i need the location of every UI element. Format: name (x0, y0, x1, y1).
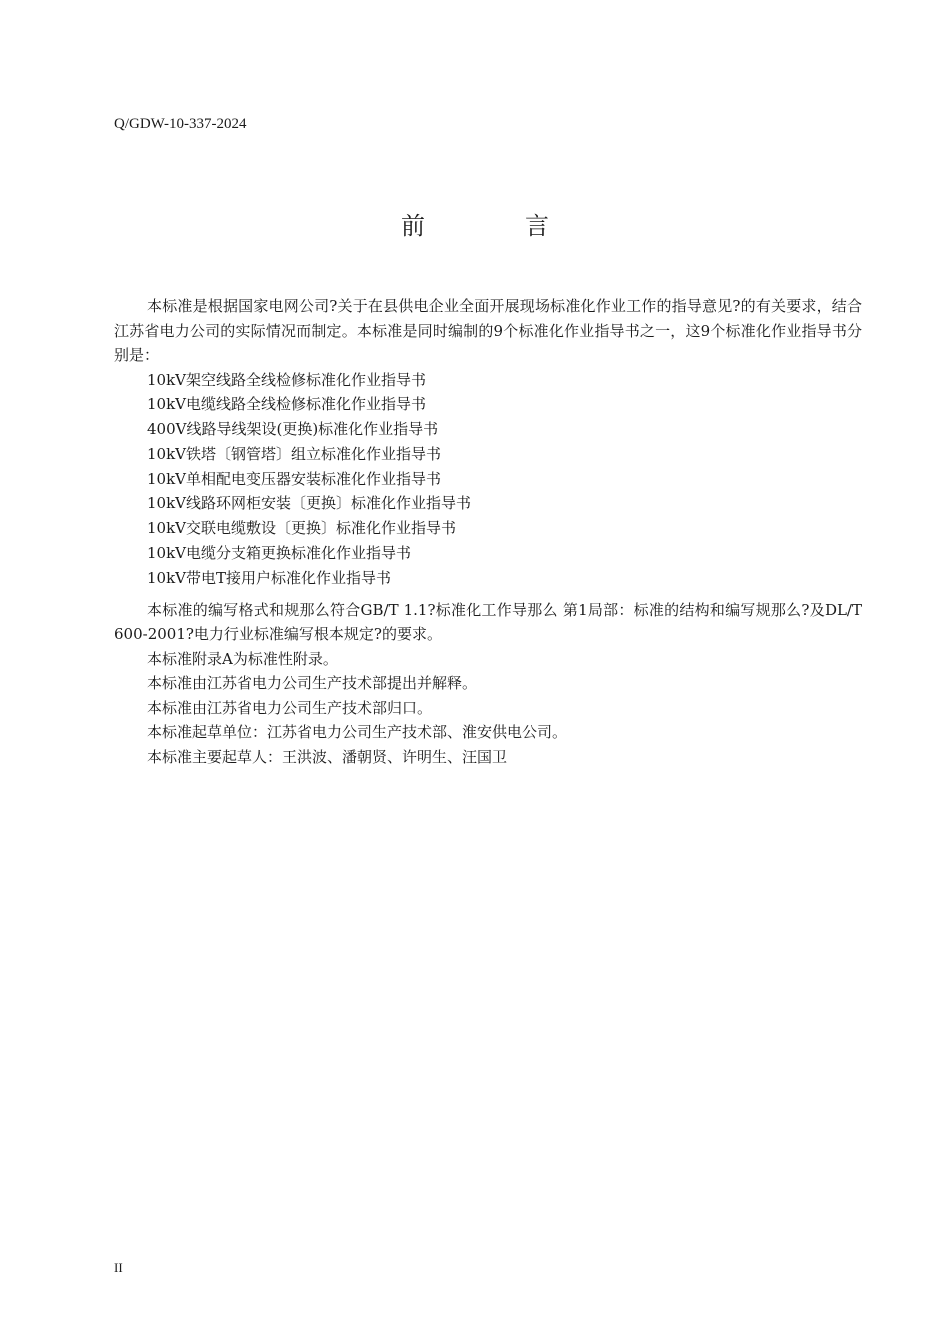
list-item: 10kV铁塔〔钢管塔〕组立标准化作业指导书 (147, 444, 442, 463)
format-paragraph: 本标准的编写格式和规那么符合GB/T 1.1?标准化工作导那么 第1局部：标准的结构和编写规那么?及DL/T 600-2001?电力行业标准编写根本规定?的要求。 (114, 600, 862, 644)
list-item: 10kV线路环网柜安装〔更换〕标准化作业指导书 (147, 494, 472, 513)
list-item: 10kV单相配电变压器安装标准化作业指导书 (147, 469, 442, 488)
centralized-paragraph: 本标准由江苏省电力公司生产技术部归口。 (147, 698, 433, 717)
document-code: Q/GDW-10-337-2024 (114, 116, 247, 132)
document-body (114, 294, 862, 769)
list-item: 400V线路导线架设(更换)标准化作业指导书 (147, 420, 439, 439)
list-item: 10kV交联电缆敷设〔更换〕标准化作业指导书 (147, 519, 457, 538)
proposer-paragraph: 本标准由江苏省电力公司生产技术部提出并解释。 (147, 674, 478, 693)
drafters-paragraph: 本标准主要起草人：王洪波、潘朝贤、许明生、汪国卫 (147, 747, 508, 766)
spacer (114, 591, 862, 598)
list-item: 10kV带电T接用户标准化作业指导书 (147, 568, 392, 587)
page-title: 前 言 (401, 212, 587, 240)
intro-paragraph: 本标准是根据国家电网公司?关于在县供电企业全面开展现场标准化作业工作的指导意见?的有关要求，结合江苏省电力公司的实际情况而制定。本标准是同时编制的9个标准化作业指导书之一，这9个标准化作业指导书分别是： (114, 297, 862, 364)
appendix-paragraph: 本标准附录A为标准性附录。 (147, 649, 338, 668)
list-item: 10kV架空线路全线检修标准化作业指导书 (147, 370, 427, 389)
drafting-unit-paragraph: 本标准起草单位：江苏省电力公司生产技术部、淮安供电公司。 (147, 723, 568, 742)
list-item: 10kV电缆线路全线检修标准化作业指导书 (147, 395, 427, 414)
page-number: II (114, 1260, 123, 1275)
list-item: 10kV电缆分支箱更换标准化作业指导书 (147, 544, 412, 563)
guide-list (114, 368, 862, 591)
